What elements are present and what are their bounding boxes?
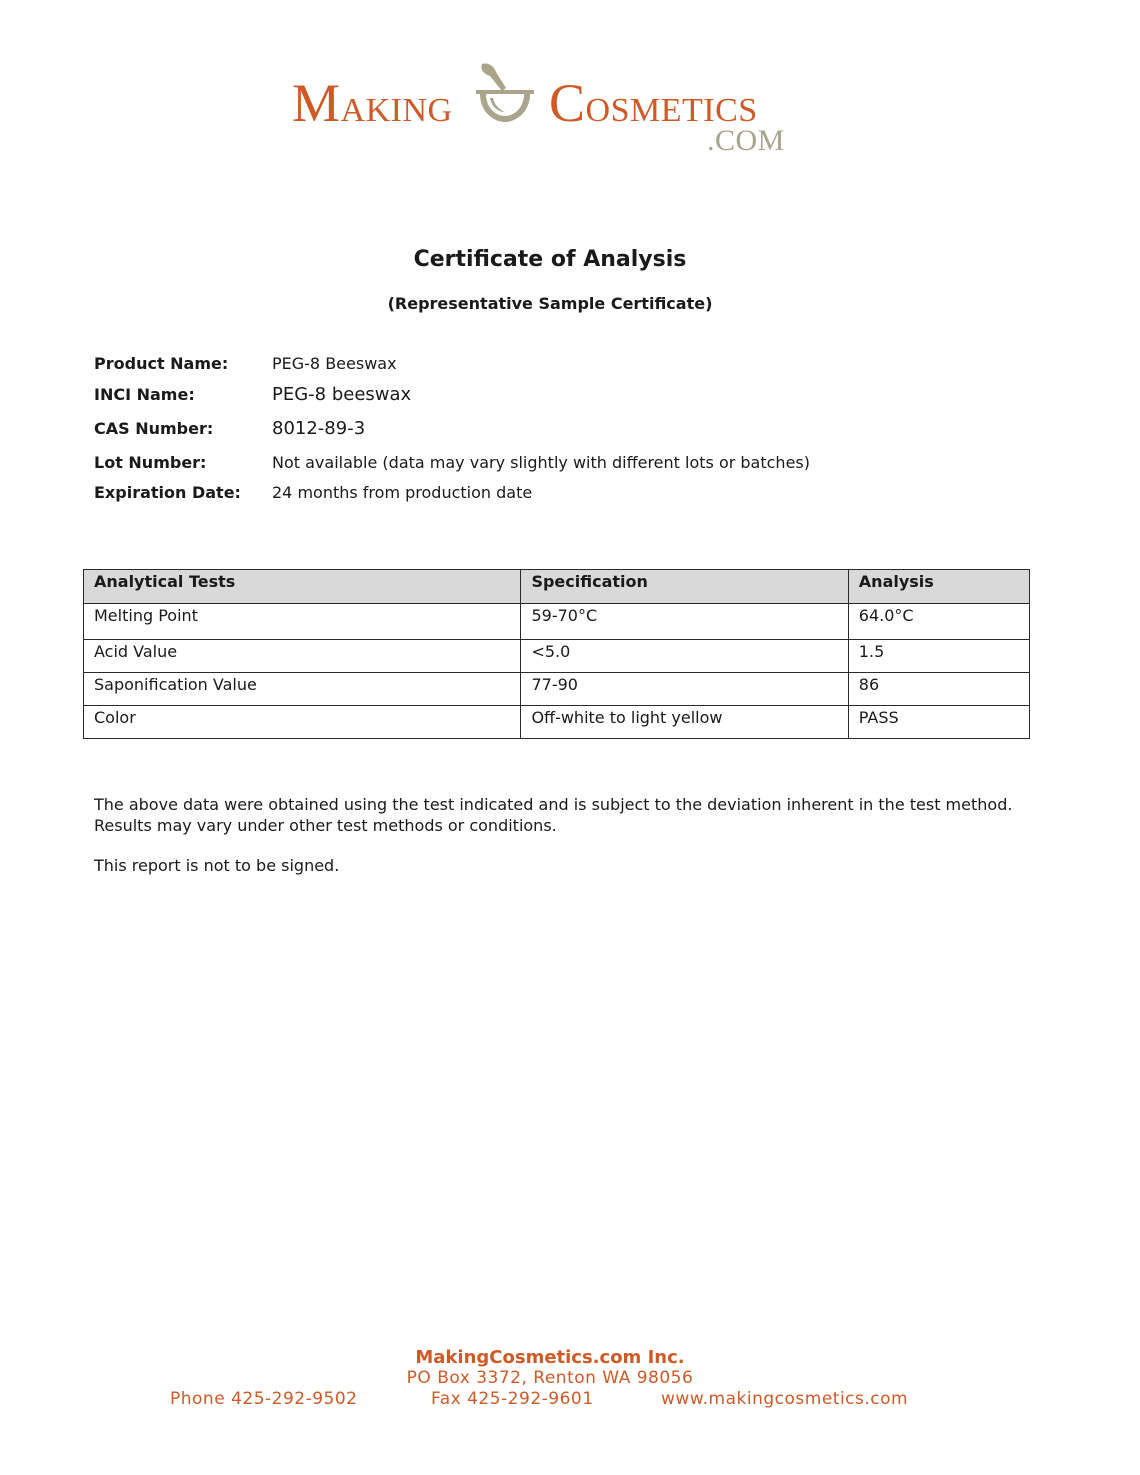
table-row bbox=[84, 706, 1030, 739]
header-specification: Specification bbox=[521, 570, 848, 604]
signature-note: This report is not to be signed. bbox=[94, 856, 340, 875]
lot-number-label: Lot Number: bbox=[94, 453, 207, 472]
test-name-cell: Melting Point bbox=[84, 604, 521, 640]
analysis-table bbox=[83, 569, 1030, 739]
table-row bbox=[84, 604, 1030, 640]
logo-making-initial: M bbox=[292, 73, 341, 133]
cas-number-label: CAS Number: bbox=[94, 419, 214, 438]
footer-website-link[interactable]: www.makingcosmetics.com bbox=[661, 1389, 909, 1409]
test-name-cell: Saponification Value bbox=[84, 673, 521, 706]
specification-cell: 77-90 bbox=[521, 673, 848, 706]
product-name-label: Product Name: bbox=[94, 354, 229, 373]
analysis-cell: 1.5 bbox=[848, 640, 1029, 673]
logo-cosmetics-initial: C bbox=[549, 73, 586, 133]
expiration-date-label: Expiration Date: bbox=[94, 483, 241, 502]
page-subtitle: (Representative Sample Certificate) bbox=[387, 294, 713, 313]
footer-address: PO Box 3372, Renton WA 98056 bbox=[406, 1368, 694, 1388]
analysis-cell: PASS bbox=[848, 706, 1029, 739]
table-header-row bbox=[84, 570, 1030, 604]
mortar-and-pestle-icon bbox=[472, 60, 538, 126]
logo-making-rest: AKING bbox=[340, 92, 453, 129]
lot-number-value: Not available (data may vary slightly with different lots or batches) bbox=[272, 453, 810, 472]
footer-company-name: MakingCosmetics.com Inc. bbox=[415, 1347, 685, 1368]
footer-fax: Fax 425-292-9601 bbox=[431, 1389, 594, 1409]
inci-name-value: PEG-8 beeswax bbox=[272, 384, 412, 405]
table-row bbox=[84, 640, 1030, 673]
expiration-date-value: 24 months from production date bbox=[272, 483, 533, 502]
specification-cell: Off-white to light yellow bbox=[521, 706, 848, 739]
cas-number-value: 8012-89-3 bbox=[272, 418, 366, 439]
analysis-cell: 86 bbox=[848, 673, 1029, 706]
logo-word-making bbox=[292, 73, 453, 133]
specification-cell: 59-70°C bbox=[521, 604, 848, 640]
header-analysis: Analysis bbox=[848, 570, 1029, 604]
page-title: Certificate of Analysis bbox=[413, 247, 687, 272]
footer-phone: Phone 425-292-9502 bbox=[170, 1389, 358, 1409]
specification-cell: <5.0 bbox=[521, 640, 848, 673]
product-name-value: PEG-8 Beeswax bbox=[272, 354, 397, 373]
logo-cosmetics-rest: OSMETICS bbox=[585, 92, 758, 129]
analysis-cell: 64.0°C bbox=[848, 604, 1029, 640]
header-analytical-tests: Analytical Tests bbox=[84, 570, 521, 604]
test-name-cell: Acid Value bbox=[84, 640, 521, 673]
table-row bbox=[84, 673, 1030, 706]
logo-domain: .COM bbox=[707, 124, 785, 157]
inci-name-label: INCI Name: bbox=[94, 385, 195, 404]
disclaimer-note: The above data were obtained using the test indicated and is subject to the deviation inherent in the test method. Results may vary under other test methods or conditions. bbox=[94, 795, 1013, 835]
logo-word-cosmetics bbox=[549, 73, 758, 133]
test-name-cell: Color bbox=[84, 706, 521, 739]
company-logo bbox=[292, 60, 792, 160]
